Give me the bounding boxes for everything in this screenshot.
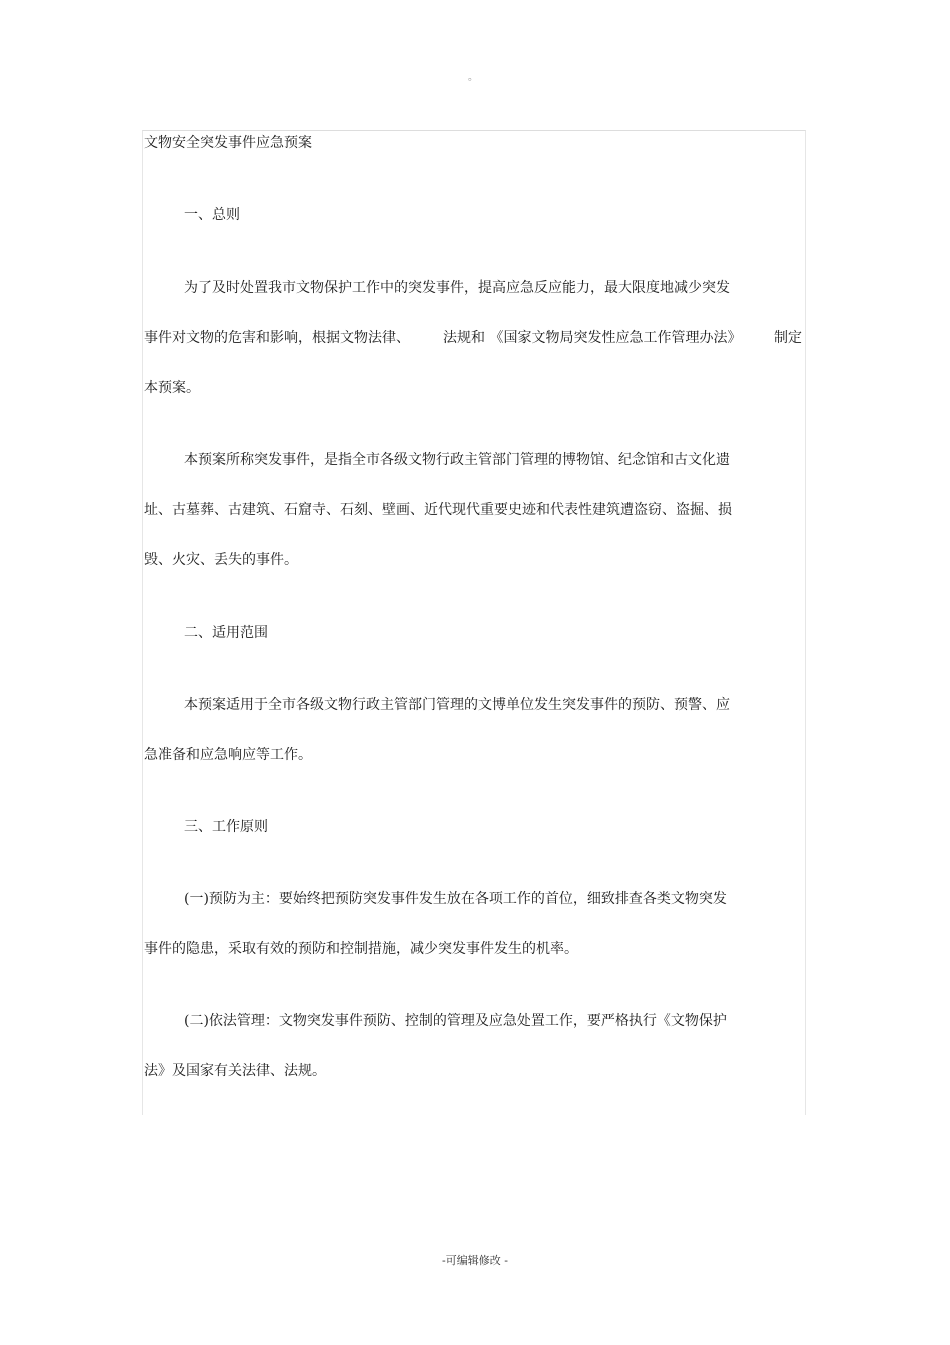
section-heading-principles: 三、工作原则: [184, 819, 268, 835]
paragraph-line: 制定: [774, 330, 802, 346]
section-heading-general: 一、总则: [184, 207, 240, 223]
paragraph-line: 本预案所称突发事件，是指全市各级文物行政主管部门管理的博物馆、纪念馆和古文化遗: [184, 452, 730, 468]
paragraph-line: 法规和 《国家文物局突发性应急工作管理办法》: [443, 330, 742, 346]
paragraph-line: 址、古墓葬、古建筑、石窟寺、石刻、壁画、近代现代重要史迹和代表性建筑遭盗窃、盗掘、损: [144, 502, 732, 518]
paragraph-line: 毁、火灾、丢失的事件。: [144, 552, 298, 568]
paragraph-line: 本预案。: [144, 380, 200, 396]
paragraph-line: 事件的隐患，采取有效的预防和控制措施，减少突发事件发生的机率。: [144, 941, 578, 957]
paragraph-line: 法》及国家有关法律、法规。: [144, 1063, 326, 1079]
paragraph-line: 急准备和应急响应等工作。: [144, 747, 312, 763]
paragraph-line: (一)预防为主：要始终把预防突发事件发生放在各项工作的首位，细致排查各类文物突发: [184, 891, 727, 907]
content-frame: [142, 130, 806, 1115]
header-mark: 。: [468, 72, 478, 83]
document-title: 文物安全突发事件应急预案: [144, 135, 312, 151]
paragraph-line: (二)依法管理：文物突发事件预防、控制的管理及应急处置工作，要严格执行《文物保护: [184, 1013, 727, 1029]
section-heading-scope: 二、适用范围: [184, 625, 268, 641]
paragraph-line: 本预案适用于全市各级文物行政主管部门管理的文博单位发生突发事件的预防、预警、应: [184, 697, 730, 713]
paragraph-line: 事件对文物的危害和影响，根据文物法律、: [144, 330, 410, 346]
page-footer: -可编辑修改 -: [442, 1254, 508, 1267]
paragraph-line: 为了及时处置我市文物保护工作中的突发事件，提高应急反应能力，最大限度地减少突发: [184, 280, 730, 296]
